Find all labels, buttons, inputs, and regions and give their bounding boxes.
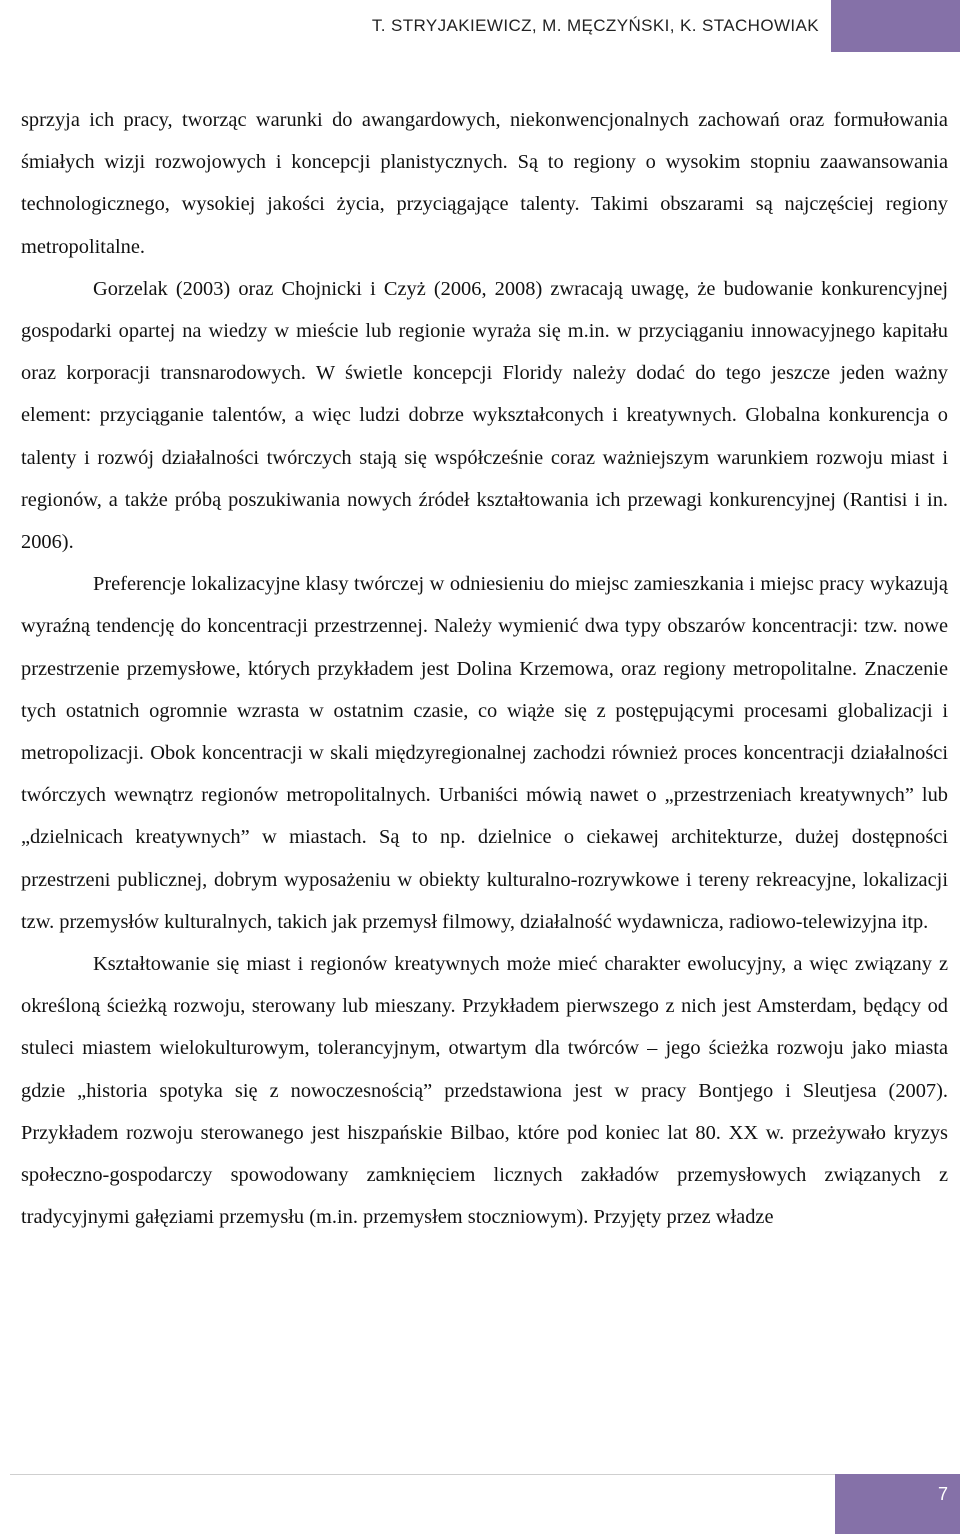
header-accent-block <box>831 0 960 52</box>
paragraph: Gorzelak (2003) oraz Chojnicki i Czyż (2006, 2008) zwracają uwagę, że budowanie konkurencyjnej gospodarki opartej na wiedzy w mieście lub regionie wyraża się m.in. w przyciąganiu innowacyjnego kapitału oraz korporacji transnarodowych. W świetle koncepcji Floridy należy dodać do tego jeszcze jeden ważny element: przyciąganie talentów, a więc ludzi dobrze wykształconych i kreatywnych. Globalna konkurencja o talenty i rozwój działalności twórczych stają się współcześnie coraz ważniejszym warunkiem rozwoju miast i regionów, a także próbą poszukiwania nowych źródeł kształtowania ich przewagi konkurencyjnej (Rantisi i in. 2006). <box>21 277 948 554</box>
running-header-authors: T. STRYJAKIEWICZ, M. MĘCZYŃSKI, K. STACHOWIAK <box>371 16 819 35</box>
page-number: 7 <box>835 1474 960 1534</box>
paragraph: Preferencje lokalizacyjne klasy twórczej w odniesieniu do miejsc zamieszkania i miejsc pracy wykazują wyraźną tendencję do koncentracji przestrzennej. Należy wymienić dwa typy obszarów koncentracji: tzw. nowe przestrzenie przemysłowe, których przykładem jest Dolina Krzemowa, oraz regiony metropolitalne. Znaczenie tych ostatnich ogromnie wzrasta w ostatnim czasie, co wiąże się z postępującymi procesami globalizacji i metropolizacji. Obok koncentracji w skali międzyregionalnej zachodzi również proces koncentracji działalności twórczych wewnątrz regionów metropolitalnych. Urbaniści mówią nawet o „przestrzeniach kreatywnych” lub „dzielnicach kreatywnych” w miastach. Są to np. dzielnice o ciekawej architekturze, dużej dostępności przestrzeni publicznej, dobrym wyposażeniu w obiekty kulturalno-rozrywkowe i tereny rekreacyjne, lokalizacji tzw. przemysłów kulturalnych, takich jak przemysł filmowy, działalność wydawnicza, radiowo-telewizyjna itp. <box>21 573 948 933</box>
article-body <box>21 99 948 1238</box>
footer-divider <box>10 1474 835 1475</box>
paragraph-continuation: sprzyja ich pracy, tworząc warunki do awangardowych, niekonwencjonalnych zachowań oraz formułowania śmiałych wizji rozwojowych i koncepcji planistycznych. Są to regiony o wysokim stopniu zaawansowania technologicznego, wysokiej jakości życia, przyciągające talenty. Takimi obszarami są najczęściej regiony metropolitalne. <box>21 109 948 258</box>
paragraph: Kształtowanie się miast i regionów kreatywnych może mieć charakter ewolucyjny, a więc związany z określoną ścieżką rozwoju, sterowany lub mieszany. Przykładem pierwszego z nich jest Amsterdam, będący od stuleci miastem wielokulturowym, tolerancyjnym, otwartym dla twórców – jego ścieżka rozwoju jako miasta gdzie „historia spotyka się z nowoczesnością” przedstawiona jest w pracy Bontjego i Sleutjesa (2007). Przykładem rozwoju sterowanego jest hiszpańskie Bilbao, które pod koniec lat 80. XX w. przeżywało kryzys społeczno-gospodarczy spowodowany zamknięciem licznych zakładów przemysłowych związanych z tradycyjnymi gałęziami przemysłu (m.in. przemysłem stoczniowym). Przyjęty przez władze <box>21 953 948 1229</box>
